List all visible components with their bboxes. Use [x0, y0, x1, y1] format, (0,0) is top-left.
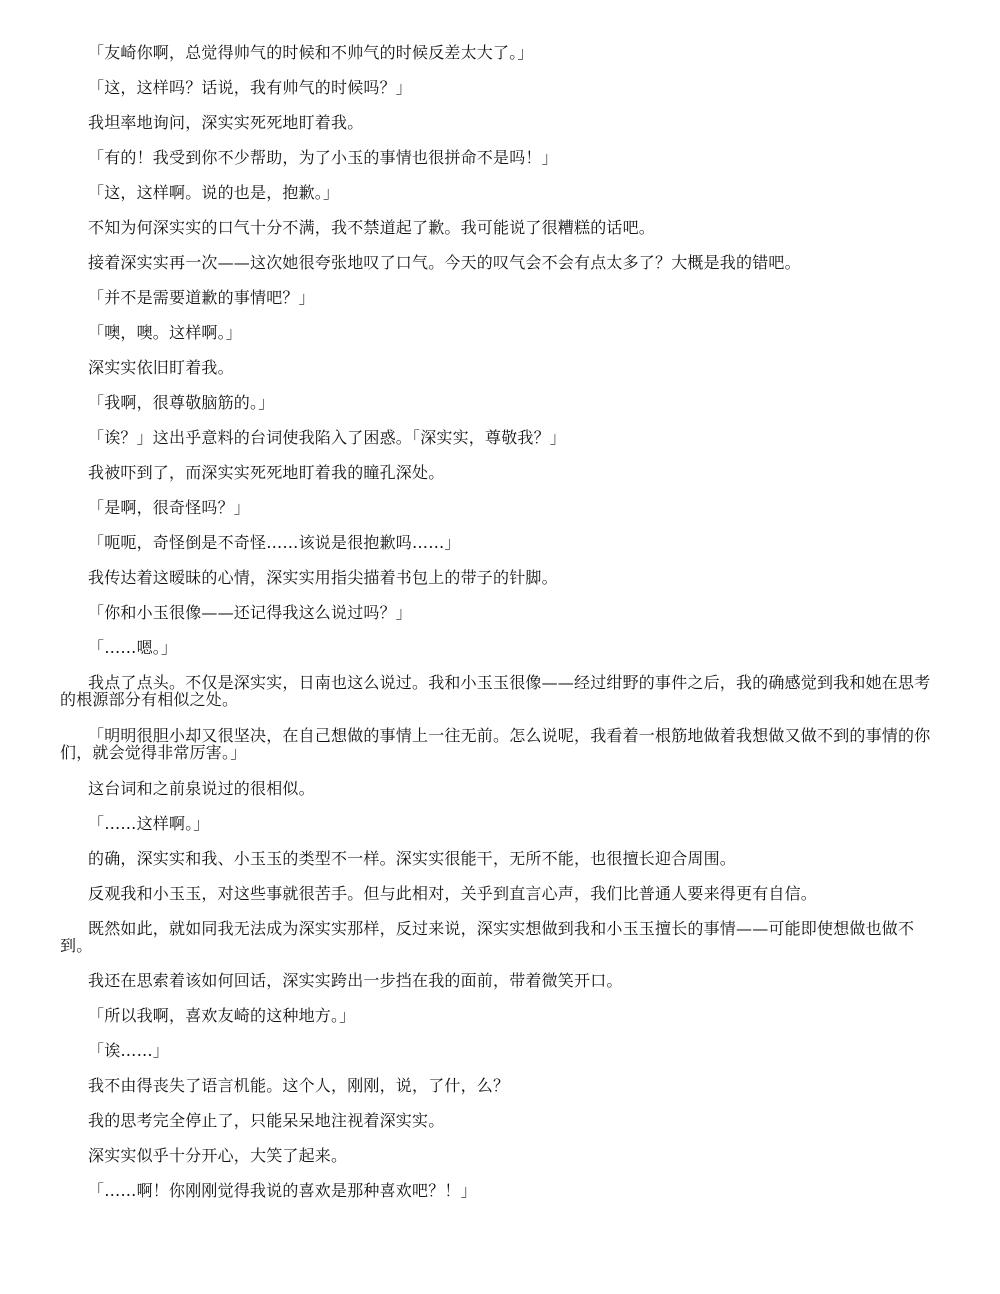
paragraph-4: 「有的！我受到你不少帮助，为了小玉的事情也很拼命不是吗！」	[88, 148, 558, 167]
paragraph-6: 不知为何深实实的口气十分不满，我不禁道起了歉。我可能说了很糟糕的话吧。	[88, 218, 656, 237]
paragraph-3: 我坦率地询问，深实实死死地盯着我。	[88, 113, 364, 132]
paragraph-10: 深实实依旧盯着我。	[88, 358, 234, 377]
paragraph-26: 我还在思索着该如何回话，深实实跨出一步挡在我的面前，带着微笑开口。	[88, 971, 623, 990]
paragraph-16: 我传达着这暧昧的心情，深实实用指尖描着书包上的带子的针脚。	[88, 568, 558, 587]
paragraph-27: 「所以我啊，喜欢友崎的这种地方。」	[88, 1006, 356, 1025]
paragraph-22: 「……这样啊。」	[88, 814, 210, 833]
paragraph-15: 「呃呃，奇怪倒是不奇怪……该说是很抱歉吗……」	[88, 533, 461, 552]
paragraph-13: 我被吓到了，而深实实死死地盯着我的瞳孔深处。	[88, 463, 445, 482]
paragraph-17: 「你和小玉很像——还记得我这么说过吗？」	[88, 603, 413, 622]
paragraph-11: 「我啊，很尊敬脑筋的。」	[88, 393, 275, 412]
paragraph-24: 反观我和小玉玉，对这些事就很苦手。但与此相对，关乎到直言心声，我们比普通人要来得更有自信。	[88, 884, 818, 903]
paragraph-23: 的确，深实实和我、小玉玉的类型不一样。深实实很能干，无所不能，也很擅长迎合周围。	[88, 849, 737, 868]
paragraph-25: 既然如此，就如同我无法成为深实实那样，反过来说，深实实想做到我和小玉玉擅长的事情——可能即使想做也做不到。	[60, 919, 915, 955]
paragraph-1: 「友崎你啊，总觉得帅气的时候和不帅气的时候反差太大了。」	[88, 43, 534, 62]
paragraph-18: 「……嗯。」	[88, 638, 178, 657]
paragraph-19: 我点了点头。不仅是深实实，日南也这么说过。我和小玉玉很像——经过绀野的事件之后，我的确感觉到我和她在思考的根源部分有相似之处。	[60, 673, 931, 709]
paragraph-8: 「并不是需要道歉的事情吧？」	[88, 288, 315, 307]
paragraph-31: 深实实似乎十分开心，大笑了起来。	[88, 1146, 348, 1165]
paragraph-12: 「诶？」这出乎意料的台词使我陷入了困惑。「深实实，尊敬我？」	[88, 428, 567, 447]
paragraph-32: 「……啊！你刚刚觉得我说的喜欢是那种喜欢吧？！」	[88, 1181, 477, 1200]
paragraph-9: 「噢，噢。这样啊。」	[88, 323, 243, 342]
paragraph-20: 「明明很胆小却又很坚决，在自己想做的事情上一往无前。怎么说呢，我看着一根筋地做着我想做又做不到的事情的你们，就会觉得非常厉害。」	[60, 726, 931, 762]
paragraph-14: 「是啊，很奇怪吗？」	[88, 498, 251, 517]
paragraph-30: 我的思考完全停止了，只能呆呆地注视着深实实。	[88, 1111, 445, 1130]
paragraph-2: 「这，这样吗？话说，我有帅气的时候吗？」	[88, 78, 413, 97]
paragraph-7: 接着深实实再一次——这次她很夸张地叹了口气。今天的叹气会不会有点太多了？大概是我的错吧。	[88, 253, 801, 272]
paragraph-28: 「诶……」	[88, 1041, 170, 1060]
paragraph-5: 「这，这样啊。说的也是，抱歉。」	[88, 183, 340, 202]
paragraph-29: 我不由得丧失了语言机能。这个人，刚刚，说，了什，么？	[88, 1076, 510, 1095]
paragraph-21: 这台词和之前泉说过的很相似。	[88, 779, 315, 798]
